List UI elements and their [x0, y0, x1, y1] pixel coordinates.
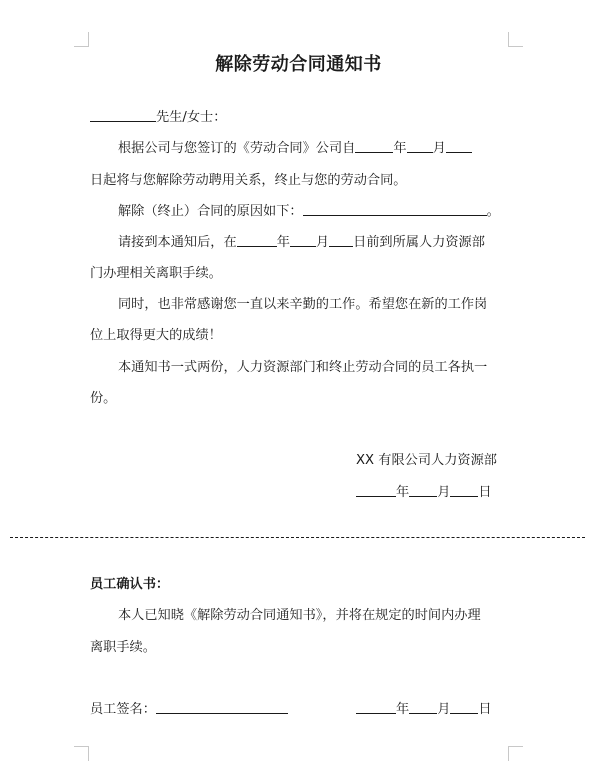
- issuer-day-blank[interactable]: [450, 484, 478, 497]
- issuer-name: XX 有限公司人力资源部: [356, 453, 497, 468]
- salutation-text: 先生/女士：: [156, 110, 227, 125]
- issuer-date: [356, 484, 492, 502]
- para2-end: 。: [486, 204, 500, 219]
- para1-year-label: 年: [393, 141, 407, 156]
- salutation-line: [90, 109, 510, 127]
- confirm-day-label: 日: [478, 702, 492, 717]
- para1-month-blank[interactable]: [407, 140, 433, 153]
- confirm-text-line2: 离职手续。: [90, 640, 156, 655]
- crop-mark-top-right: [508, 32, 523, 47]
- para3-day-text: 日前到所属人力资源部: [353, 235, 485, 250]
- confirm-heading: 员工确认书：: [90, 577, 170, 592]
- issuer-month-label: 月: [437, 485, 451, 500]
- confirm-year-label: 年: [396, 702, 410, 717]
- confirm-month-label: 月: [437, 702, 451, 717]
- confirm-date: [356, 701, 492, 719]
- issuer-year-blank[interactable]: [356, 484, 396, 497]
- para3-year-blank[interactable]: [237, 234, 277, 247]
- para5-line2: 份。: [90, 391, 117, 406]
- para4-line1: 同时，也非常感谢您一直以来辛勤的工作。希望您在新的工作岗: [118, 297, 488, 312]
- confirm-year-blank[interactable]: [356, 701, 396, 714]
- para3-line1: [118, 234, 510, 252]
- para1-text-a: 根据公司与您签订的《劳动合同》公司自: [118, 141, 356, 156]
- para5-line1: 本通知书一式两份，人力资源部门和终止劳动合同的员工各执一: [118, 360, 488, 375]
- crop-mark-bottom-left: [74, 746, 89, 761]
- para1-month-label: 月: [432, 141, 446, 156]
- cut-line-divider: [10, 537, 585, 538]
- para3-day-blank[interactable]: [329, 234, 353, 247]
- para4-line2: 位上取得更大的成绩！: [90, 328, 222, 343]
- signature-label: 员工签名：: [90, 702, 156, 717]
- name-blank[interactable]: [90, 109, 156, 122]
- para3-line2: 门办理相关离职手续。: [90, 266, 222, 281]
- issuer-month-blank[interactable]: [409, 484, 437, 497]
- crop-mark-top-left: [74, 32, 89, 47]
- signature-blank[interactable]: [156, 701, 288, 714]
- reason-blank[interactable]: [303, 203, 487, 216]
- crop-mark-bottom-right: [508, 746, 523, 761]
- issuer-day-label: 日: [478, 485, 492, 500]
- para3-year-label: 年: [276, 235, 290, 250]
- confirm-day-blank[interactable]: [450, 701, 478, 714]
- para1-day-blank[interactable]: [446, 140, 472, 153]
- para3-month-blank[interactable]: [290, 234, 316, 247]
- para1-year-blank[interactable]: [355, 140, 393, 153]
- para3-month-label: 月: [315, 235, 330, 250]
- para1-line1: [118, 140, 510, 158]
- document-title: 解除劳动合同通知书: [215, 54, 382, 75]
- confirm-text-line1: 本人已知晓《解除劳动合同通知书》，并将在规定的时间内办理: [118, 608, 481, 623]
- para1-line2: 日起将与您解除劳动聘用关系，终止与您的劳动合同。: [90, 173, 407, 188]
- para3-text-a: 请接到本通知后，在: [118, 235, 237, 250]
- confirm-month-blank[interactable]: [409, 701, 437, 714]
- para2-line: [118, 203, 510, 221]
- para2-text: 解除（终止）合同的原因如下：: [118, 204, 303, 219]
- issuer-year-label: 年: [396, 485, 410, 500]
